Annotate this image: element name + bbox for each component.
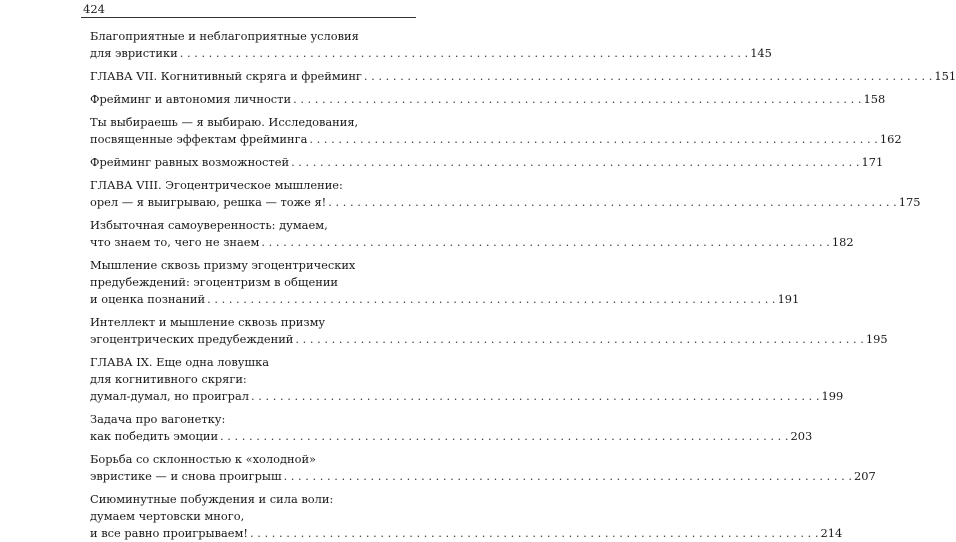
toc-entry-page-number: 162	[879, 132, 902, 146]
toc-entry-title: думал-думал, но проиграл	[90, 389, 249, 403]
dot-leader: . . . . . . . . . . . . . . . . . . . . . . . . . . . . . . . . . . . . . . . . . . . . . . . . . . . . . . . . . . . . . . . . . . . . . . . . . . . . . . .	[295, 332, 864, 346]
toc-entry	[90, 411, 813, 445]
toc-entry-line: думаем чертовски много,	[90, 509, 245, 523]
toc-entry	[90, 91, 886, 108]
dot-leader: . . . . . . . . . . . . . . . . . . . . . . . . . . . . . . . . . . . . . . . . . . . . . . . . . . . . . . . . . . . . . . . . . . . . . . . . . . . . . . .	[293, 92, 862, 106]
toc-entry-last-line	[90, 428, 813, 445]
dot-leader: . . . . . . . . . . . . . . . . . . . . . . . . . . . . . . . . . . . . . . . . . . . . . . . . . . . . . . . . . . . . . . . . . . . . . . . . . . . . . . .	[220, 429, 789, 443]
toc-entry-page-number: 182	[831, 235, 854, 249]
toc-entry-last-line	[90, 468, 876, 485]
toc-entry-title: и оценка познаний	[90, 292, 206, 306]
toc-entry	[90, 68, 956, 85]
toc-entry-title: что знаем то, чего не знаем	[90, 235, 260, 249]
toc-entry-line: Задача про вагонетку:	[90, 412, 226, 426]
toc-entry	[90, 257, 800, 308]
dot-leader: . . . . . . . . . . . . . . . . . . . . . . . . . . . . . . . . . . . . . . . . . . . . . . . . . . . . . . . . . . . . . . . . . . . . . . . . . . . . . . .	[291, 155, 860, 169]
dot-leader: . . . . . . . . . . . . . . . . . . . . . . . . . . . . . . . . . . . . . . . . . . . . . . . . . . . . . . . . . . . . . . . . . . . . . . . . . . . . . . .	[249, 526, 819, 540]
toc-entry-line: Борьба со склонностью к «холодной»	[90, 452, 317, 466]
toc-entry	[90, 28, 772, 62]
toc-entry	[90, 314, 888, 348]
toc-entry-title: эгоцентрических предубеждений	[90, 332, 294, 346]
toc-entry-page-number: 195	[865, 332, 888, 346]
toc-entry-line: Избыточная самоуверенность: думаем,	[90, 218, 328, 232]
toc-entry-title: ГЛАВА VII. Когнитивный скряга и фрейминг	[90, 69, 362, 83]
toc-entry-page-number: 145	[750, 46, 772, 60]
toc-entry-page-number: 203	[790, 429, 813, 443]
dot-leader: . . . . . . . . . . . . . . . . . . . . . . . . . . . . . . . . . . . . . . . . . . . . . . . . . . . . . . . . . . . . . . . . . . . . . . . . . . . . . . .	[261, 235, 830, 249]
toc-entry-line: Мышление сквозь призму эгоцентрических	[90, 258, 356, 272]
toc-entry-title: эвристике — и снова проигрыш	[90, 469, 282, 483]
toc-entry-last-line	[90, 154, 884, 171]
toc-entry	[90, 154, 884, 171]
toc-entry-last-line	[90, 194, 921, 211]
toc-entry-line: для когнитивного скряги:	[90, 372, 247, 386]
toc-entry-last-line	[90, 525, 843, 542]
toc-entry	[90, 491, 843, 542]
toc-entry-page-number: 175	[898, 195, 921, 209]
toc-entry-title: и все равно проигрываем!	[90, 526, 248, 540]
toc-entry-line: Ты выбираешь — я выбираю. Исследования,	[90, 115, 359, 129]
toc-entry-title: для эвристики	[90, 46, 178, 60]
dot-leader: . . . . . . . . . . . . . . . . . . . . . . . . . . . . . . . . . . . . . . . . . . . . . . . . . . . . . . . . . . . . . . . . . . . . . . . . . . . . . . .	[207, 292, 776, 306]
toc-entry	[90, 114, 902, 148]
toc-entry-page-number: 207	[854, 469, 876, 483]
dot-leader: . . . . . . . . . . . . . . . . . . . . . . . . . . . . . . . . . . . . . . . . . . . . . . . . . . . . . . . . . . . . . . . . . . . . . . . . . . . . . . .	[251, 389, 820, 403]
toc-entry-line: Сиюминутные побуждения и сила воли:	[90, 492, 334, 506]
toc-entry-title: Фрейминг и автономия личности	[90, 92, 292, 106]
toc-entry-last-line	[90, 331, 888, 348]
dot-leader: . . . . . . . . . . . . . . . . . . . . . . . . . . . . . . . . . . . . . . . . . . . . . . . . . . . . . . . . . . . . . . . . . . . . . . . . . . . . . . .	[309, 132, 878, 146]
toc-entry-title: орел — я выигрываю, решка — тоже я!	[90, 195, 327, 209]
toc-entry-line: предубеждений: эгоцентризм в общении	[90, 275, 339, 289]
toc-entry-page-number: 171	[861, 155, 884, 169]
toc-entry-page-number: 191	[777, 292, 800, 306]
toc-entry-last-line	[90, 234, 854, 251]
toc-entry-last-line	[90, 68, 956, 85]
page-number: 424	[83, 2, 105, 16]
toc-entry-page-number: 151	[934, 69, 956, 83]
header-rule	[81, 17, 416, 18]
dot-leader: . . . . . . . . . . . . . . . . . . . . . . . . . . . . . . . . . . . . . . . . . . . . . . . . . . . . . . . . . . . . . . . . . . . . . . . . . . . . . . .	[283, 469, 853, 483]
toc-entry-last-line	[90, 45, 772, 62]
toc-entry-title: как победить эмоции	[90, 429, 219, 443]
toc-entry	[90, 177, 921, 211]
toc-entry-last-line	[90, 388, 844, 405]
toc-entry-page-number: 199	[821, 389, 844, 403]
toc-entry-page-number: 214	[820, 526, 843, 540]
toc-entry	[90, 451, 876, 485]
toc-entry-last-line	[90, 291, 800, 308]
toc-entry-line: ГЛАВА IX. Еще одна ловушка	[90, 355, 269, 369]
toc-entry-line: ГЛАВА VIII. Эгоцентрическое мышление:	[90, 178, 343, 192]
toc-entry	[90, 217, 854, 251]
dot-leader: . . . . . . . . . . . . . . . . . . . . . . . . . . . . . . . . . . . . . . . . . . . . . . . . . . . . . . . . . . . . . . . . . . . . . . . . . . . . . . .	[179, 46, 749, 60]
dot-leader: . . . . . . . . . . . . . . . . . . . . . . . . . . . . . . . . . . . . . . . . . . . . . . . . . . . . . . . . . . . . . . . . . . . . . . . . . . . . . . .	[363, 69, 933, 83]
toc-entry-title: посвященные эффектам фрейминга	[90, 132, 308, 146]
toc-entry-last-line	[90, 91, 886, 108]
toc-entry	[90, 354, 844, 405]
dot-leader: . . . . . . . . . . . . . . . . . . . . . . . . . . . . . . . . . . . . . . . . . . . . . . . . . . . . . . . . . . . . . . . . . . . . . . . . . . . . . . .	[328, 195, 897, 209]
table-of-contents	[90, 28, 956, 542]
toc-entry-page-number: 158	[863, 92, 886, 106]
toc-entry-title: Фрейминг равных возможностей	[90, 155, 290, 169]
toc-entry-line: Благоприятные и неблагоприятные условия	[90, 29, 359, 43]
toc-entry-last-line	[90, 131, 902, 148]
toc-entry-line: Интеллект и мышление сквозь призму	[90, 315, 326, 329]
